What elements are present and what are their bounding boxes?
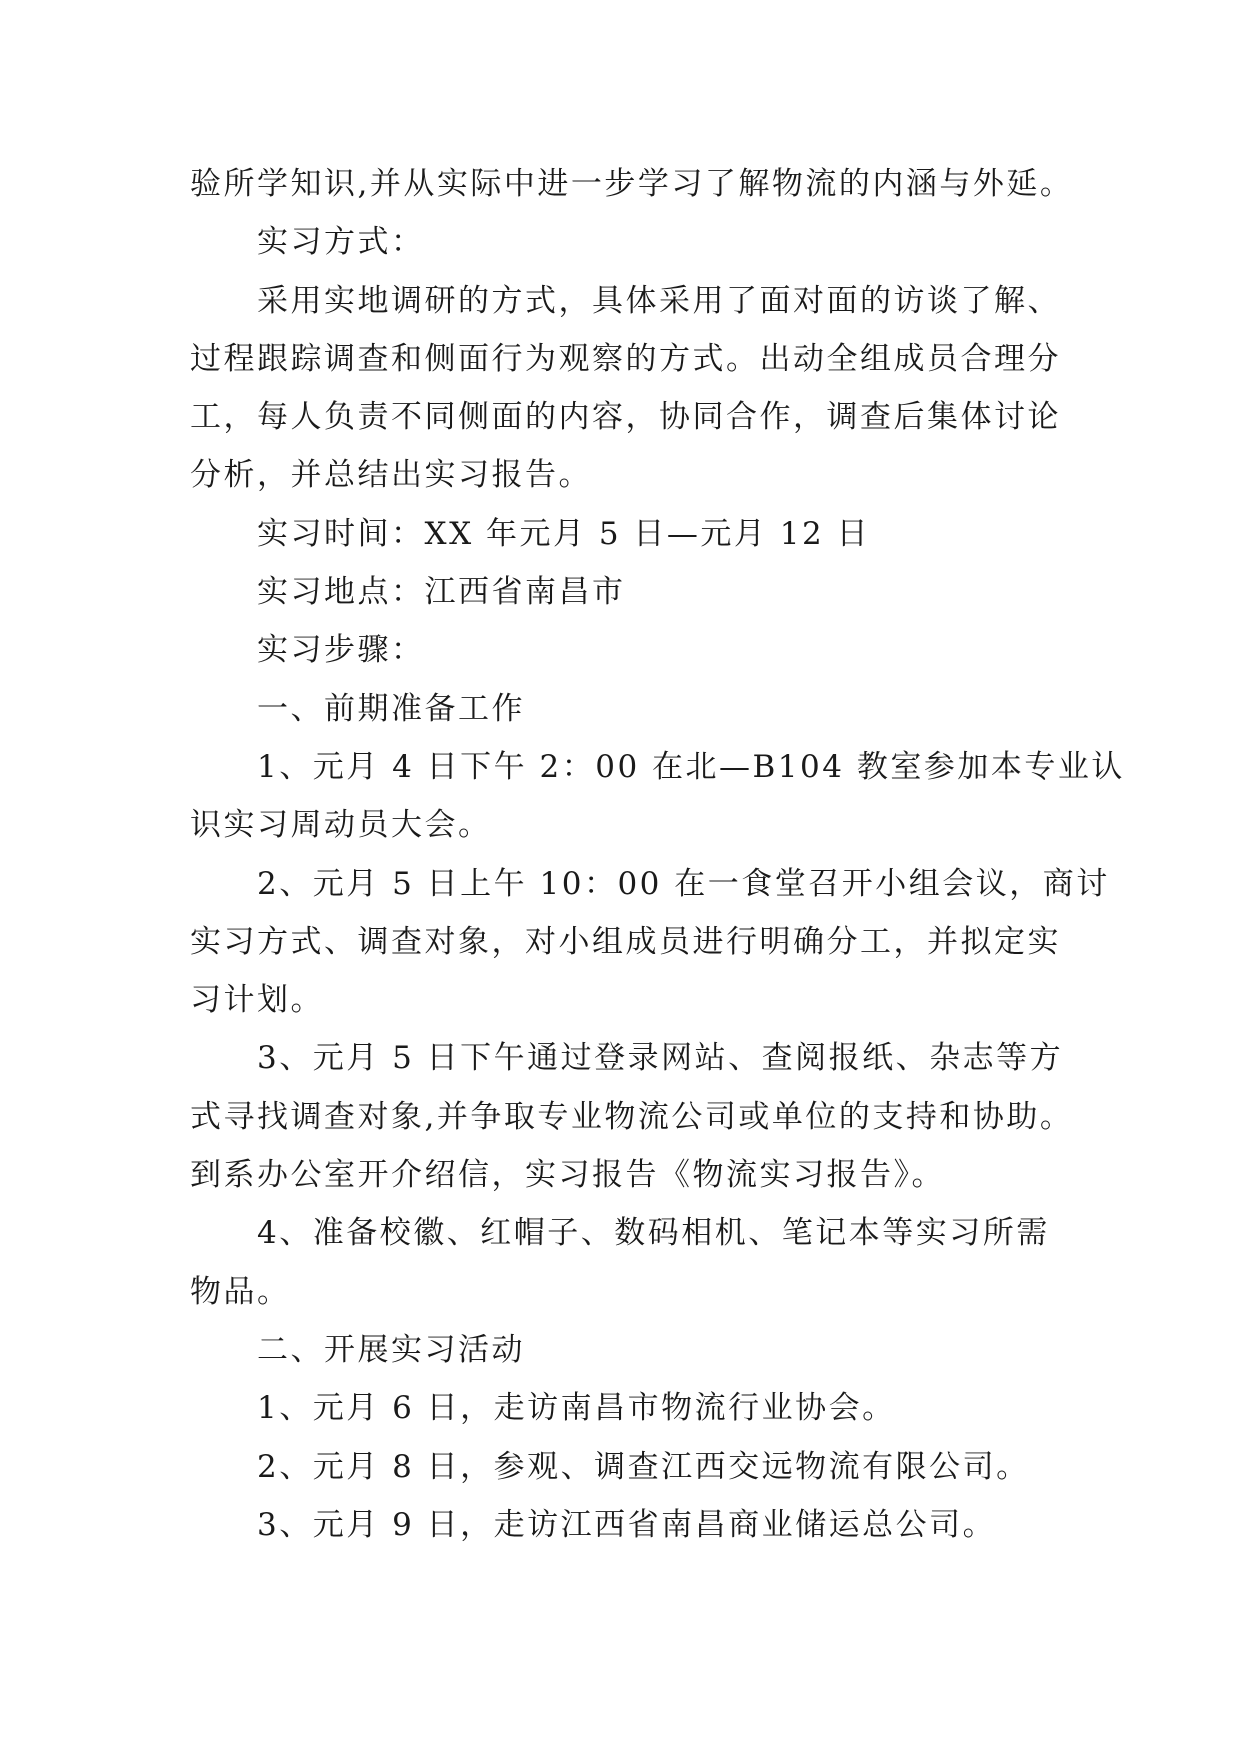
text-line: 实习方式、调查对象，对小组成员进行明确分工，并拟定实 <box>190 923 1061 960</box>
paragraph <box>190 1321 1090 1379</box>
paragraph <box>190 155 1090 213</box>
text-line: 1、元月 4 日下午 2：00 在北—B104 教室参加本专业认 <box>257 748 1125 785</box>
internship-location: 实习地点：江西省南昌市 <box>257 574 626 611</box>
text-line: 2、元月 8 日，参观、调查江西交远物流有限公司。 <box>257 1448 1030 1485</box>
internship-time: 实习时间：XX 年元月 5 日—元月 12 日 <box>257 515 871 552</box>
text-line: 式寻找调查对象,并争取专业物流公司或单位的支持和协助。 <box>190 1098 1074 1135</box>
text-line: 到系办公室开介绍信，实习报告《物流实习报告》。 <box>190 1157 945 1194</box>
section-label-steps: 实习步骤： <box>257 632 425 669</box>
text-line: 采用实地调研的方式，具体采用了面对面的访谈了解、 <box>257 282 1061 319</box>
paragraph <box>190 213 1090 271</box>
paragraph <box>190 1379 1090 1437</box>
document-body <box>190 155 1125 1554</box>
paragraph <box>190 1204 1090 1321</box>
paragraph <box>190 505 1090 563</box>
text-line: 验所学知识,并从实际中进一步学习了解物流的内涵与外延。 <box>190 166 1074 202</box>
text-line: 1、元月 6 日，走访南昌市物流行业协会。 <box>257 1390 896 1427</box>
text-line: 物品。 <box>190 1273 291 1310</box>
paragraph <box>190 272 1090 505</box>
paragraph <box>190 680 1090 738</box>
text-line: 过程跟踪调查和侧面行为观察的方式。出动全组成员合理分 <box>190 340 1061 377</box>
paragraph <box>190 738 1125 855</box>
text-line: 分析，并总结出实习报告。 <box>190 457 592 494</box>
text-line: 3、元月 5 日下午通过登录网站、查阅报纸、杂志等方 <box>257 1040 1064 1077</box>
text-line: 习计划。 <box>190 982 324 1019</box>
text-line: 3、元月 9 日，走访江西省南昌商业储运总公司。 <box>257 1506 997 1543</box>
text-line: 识实习周动员大会。 <box>190 807 492 844</box>
text-line: 2、元月 5 日上午 10：00 在一食堂召开小组会议，商讨 <box>257 865 1110 902</box>
text-line: 工，每人负责不同侧面的内容，协同合作，调查后集体讨论 <box>190 399 1061 436</box>
section-heading: 二、开展实习活动 <box>257 1331 525 1368</box>
paragraph <box>190 621 1090 679</box>
paragraph <box>190 1029 1090 1204</box>
paragraph <box>190 1496 1090 1554</box>
section-heading: 一、前期准备工作 <box>257 690 525 727</box>
text-line: 4、准备校徽、红帽子、数码相机、笔记本等实习所需 <box>257 1215 1050 1252</box>
paragraph <box>190 563 1090 621</box>
paragraph <box>190 1438 1090 1496</box>
section-label-method: 实习方式： <box>257 224 425 261</box>
paragraph <box>190 855 1110 1030</box>
